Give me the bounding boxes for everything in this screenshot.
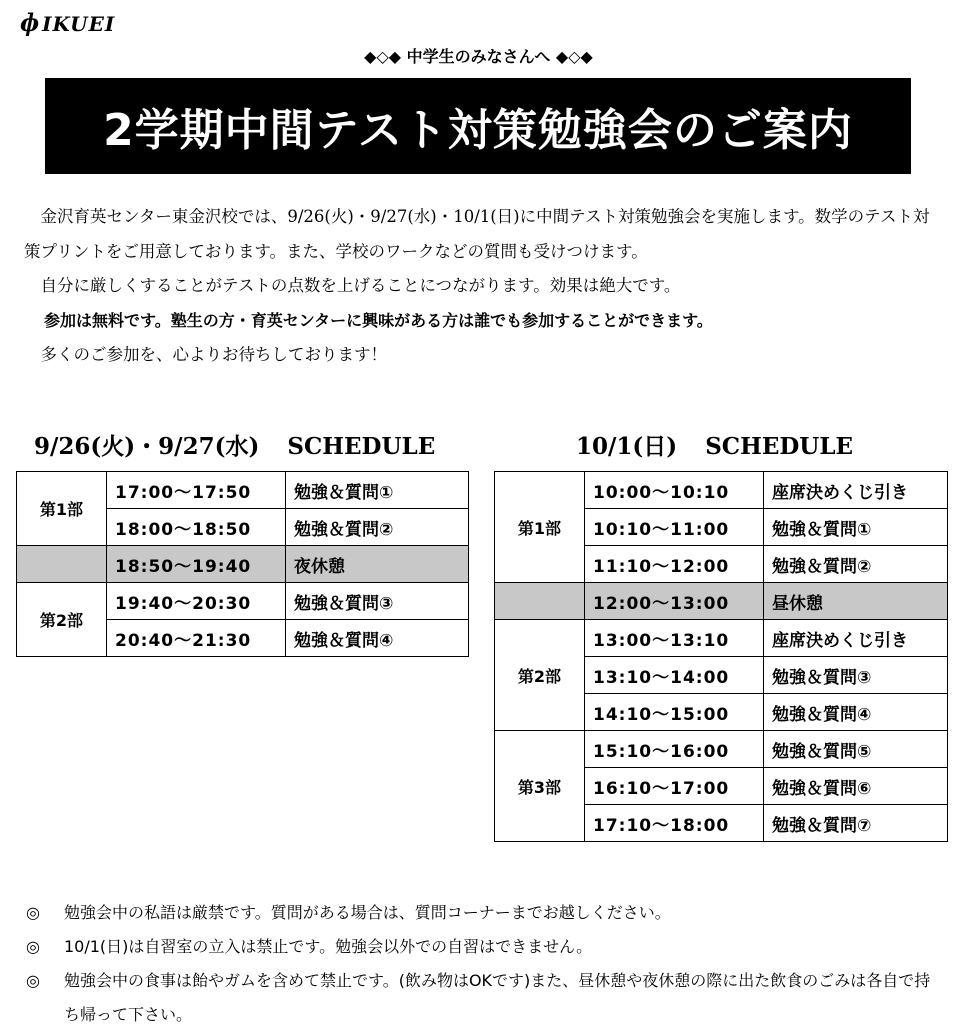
- time-cell: 13:10〜14:00: [585, 657, 764, 694]
- time-cell: 20:40〜21:30: [107, 620, 286, 657]
- table-row: [495, 731, 948, 768]
- activity-cell: 座席決めくじ引き: [764, 620, 948, 657]
- table-row: [495, 472, 948, 509]
- note-text: 10/1(日)は自習室の立入は禁止です。勉強会以外での自習はできません。: [64, 937, 593, 956]
- break-row: [17, 546, 469, 583]
- part-label: 第1部: [17, 472, 107, 546]
- activity-cell: 勉強＆質問⑥: [764, 768, 948, 805]
- ikuei-logo: [20, 8, 115, 37]
- note-item: [24, 930, 944, 964]
- activity-cell: 勉強＆質問④: [764, 694, 948, 731]
- logo-text: IKUEI: [42, 12, 116, 36]
- note-bullet: ◎: [26, 971, 40, 990]
- activity-cell: 勉強＆質問⑦: [764, 805, 948, 842]
- title-banner: [45, 78, 911, 174]
- time-cell: 12:00〜13:00: [585, 583, 764, 620]
- activity-cell: 昼休憩: [764, 583, 948, 620]
- schedule-left-label: SCHEDULE: [287, 433, 436, 460]
- note-text: 勉強会中の私語は厳禁です。質問がある場合は、質問コーナーまでお越しください。: [64, 903, 671, 922]
- activity-cell: 勉強＆質問⑤: [764, 731, 948, 768]
- subheading: ◆◇◆ 中学生のみなさんへ ◆◇◆: [364, 47, 593, 66]
- activity-cell: 勉強＆質問③: [286, 583, 469, 620]
- break-part-cell: [495, 583, 585, 620]
- note-text: 勉強会中の食事は飴やガムを含めて禁止です。(飲み物はOKです)また、昼休憩や夜休憩の際に出た飲食のごみは各自で持ち帰って下さい。: [64, 971, 931, 1024]
- activity-cell: 勉強＆質問①: [286, 472, 469, 509]
- schedule-right-title: [576, 428, 853, 461]
- logo-mark: ɸ: [20, 8, 41, 37]
- intro-paragraph-invite: 多くのご参加を、心よりお待ちしております！: [40, 345, 387, 364]
- activity-cell: 勉強＆質問①: [764, 509, 948, 546]
- time-cell: 18:00〜18:50: [107, 509, 286, 546]
- activity-cell: 勉強＆質問③: [764, 657, 948, 694]
- time-cell: 18:50〜19:40: [107, 546, 286, 583]
- time-cell: 13:00〜13:10: [585, 620, 764, 657]
- time-cell: 10:10〜11:00: [585, 509, 764, 546]
- intro-paragraph-free: 参加は無料です。塾生の方・育英センターに興味がある方は誰でも参加することができます。: [44, 310, 713, 330]
- activity-cell: 勉強＆質問④: [286, 620, 469, 657]
- schedule-left-table: [16, 471, 469, 657]
- intro-text: [24, 200, 936, 373]
- activity-cell: 勉強＆質問②: [764, 546, 948, 583]
- time-cell: 19:40〜20:30: [107, 583, 286, 620]
- time-cell: 17:00〜17:50: [107, 472, 286, 509]
- schedule-right-label: SCHEDULE: [705, 433, 854, 460]
- time-cell: 10:00〜10:10: [585, 472, 764, 509]
- time-cell: 14:10〜15:00: [585, 694, 764, 731]
- time-cell: 17:10〜18:00: [585, 805, 764, 842]
- table-row: [495, 620, 948, 657]
- schedule-right-table: [494, 471, 948, 842]
- table-row: [17, 472, 469, 509]
- activity-cell: 夜休憩: [286, 546, 469, 583]
- note-item: [24, 896, 944, 930]
- break-row: [495, 583, 948, 620]
- part-label: 第1部: [495, 472, 585, 583]
- part-label: 第3部: [495, 731, 585, 842]
- note-item: [24, 964, 944, 1032]
- time-cell: 15:10〜16:00: [585, 731, 764, 768]
- part-label: 第2部: [495, 620, 585, 731]
- break-part-cell: [17, 546, 107, 583]
- intro-paragraph-1: 金沢育英センター東金沢校では、9/26(火)・9/27(水)・10/1(日)に中間テスト対策勉強会を実施します。数学のテスト対策プリントをご用意しております。また、学校のワークなどの質問も受けつけます。: [24, 207, 930, 261]
- activity-cell: 勉強＆質問②: [286, 509, 469, 546]
- note-bullet: ◎: [26, 937, 40, 956]
- page-title: 2学期中間テスト対策勉強会のご案内: [103, 105, 853, 156]
- schedule-right-date: 10/1(日): [576, 433, 678, 460]
- note-bullet: ◎: [26, 903, 40, 922]
- part-label: 第2部: [17, 583, 107, 657]
- table-row: [17, 583, 469, 620]
- time-cell: 11:10〜12:00: [585, 546, 764, 583]
- time-cell: 16:10〜17:00: [585, 768, 764, 805]
- schedule-left-title: [34, 428, 435, 461]
- intro-paragraph-2: 自分に厳しくすることがテストの点数を上げることにつながります。効果は絶大です。: [40, 276, 681, 295]
- activity-cell: 座席決めくじ引き: [764, 472, 948, 509]
- schedule-left-date: 9/26(火)・9/27(水): [34, 433, 260, 460]
- notes-list: [24, 896, 944, 1032]
